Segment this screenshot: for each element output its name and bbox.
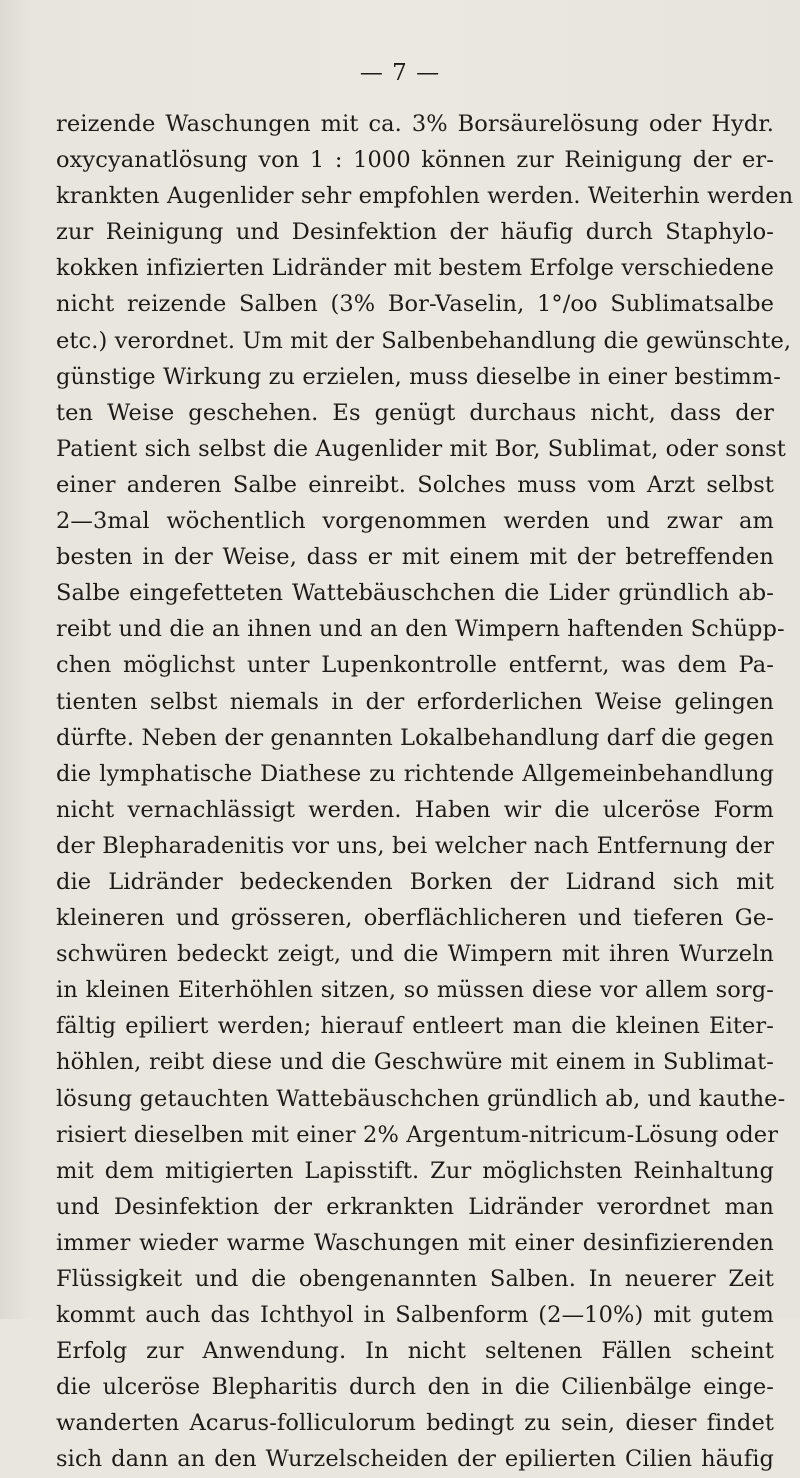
text-line: ten Weise geschehen. Es genügt durchaus nicht, dass der	[56, 399, 774, 426]
text-line: 2—3mal wöchentlich vorgenommen werden und zwar am	[56, 508, 774, 535]
text-line: die Lidränder bedeckenden Borken der Lidrand sich mit	[56, 868, 774, 895]
text-line: die lymphatische Diathese zu richtende Allgemeinbehandlung	[56, 760, 774, 787]
text-line: krankten Augenlider sehr empfohlen werden. Weiterhin werden	[56, 183, 794, 210]
text-line: oxycyanatlösung von 1 : 1000 können zur Reinigung der er-	[56, 147, 774, 174]
text-line: reizende Waschungen mit ca. 3% Borsäurelösung oder Hydr.	[56, 111, 774, 137]
text-line: besten in der Weise, dass er mit einem mit der betreffenden	[56, 544, 774, 571]
page-number: — 7 —	[359, 60, 441, 86]
text-line: in kleinen Eiterhöhlen sitzen, so müssen diese vor allem sorg-	[56, 977, 774, 1004]
body-text	[56, 106, 794, 1478]
text-line: und Desinfektion der erkrankten Lidränder verordnet man	[56, 1193, 774, 1220]
text-line: sich dann an den Wurzelscheiden der epilierten Cilien häufig	[56, 1446, 774, 1473]
text-line: zur Reinigung und Desinfektion der häufig durch Staphylo-	[56, 219, 774, 246]
text-line: günstige Wirkung zu erzielen, muss dieselbe in einer bestimm-	[56, 363, 781, 390]
text-line: nicht vernachlässigt werden. Haben wir die ulceröse Form	[56, 796, 774, 823]
text-line: kleineren und grösseren, oberflächlicheren und tieferen Ge-	[56, 905, 774, 932]
text-line: tienten selbst niemals in der erforderlichen Weise gelingen	[56, 688, 774, 715]
text-line: nicht reizende Salben (3% Bor-Vaselin, 1°/oo Sublimatsalbe	[56, 291, 774, 318]
text-line: risiert dieselben mit einer 2% Argentum-nitricum-Lösung oder	[56, 1121, 779, 1148]
text-line: reibt und die an ihnen und an den Wimpern haftenden Schüpp-	[56, 616, 785, 643]
text-line: Salbe eingefetteten Wattebäuschchen die Lider gründlich ab-	[56, 580, 774, 607]
text-line: schwüren bedeckt zeigt, und die Wimpern mit ihren Wurzeln	[56, 941, 774, 968]
text-line: mit dem mitigierten Lapisstift. Zur möglichsten Reinhaltung	[56, 1157, 774, 1184]
text-line: wanderten Acarus-folliculorum bedingt zu sein, dieser findet	[56, 1410, 774, 1437]
text-line: etc.) verordnet. Um mit der Salbenbehandlung die gewünschte,	[56, 327, 792, 354]
text-line: die ulceröse Blepharitis durch den in die Cilienbälge einge-	[56, 1374, 774, 1401]
text-line: Flüssigkeit und die obengenannten Salben. In neuerer Zeit	[56, 1266, 774, 1292]
text-line: Erfolg zur Anwendung. In nicht seltenen Fällen scheint	[56, 1338, 774, 1365]
text-line: einer anderen Salbe einreibt. Solches muss vom Arzt selbst	[56, 471, 774, 498]
text-line: der Blepharadenitis vor uns, bei welcher nach Entfernung der	[56, 832, 774, 859]
text-line: Patient sich selbst die Augenlider mit Bor, Sublimat, oder sonst	[56, 435, 786, 462]
text-line: dürfte. Neben der genannten Lokalbehandlung darf die gegen	[56, 724, 775, 751]
text-line: kommt auch das Ichthyol in Salbenform (2—10%) mit gutem	[56, 1302, 774, 1329]
text-line: immer wieder warme Waschungen mit einer desinfizierenden	[56, 1229, 774, 1256]
text-line: fältig epiliert werden; hierauf entleert man die kleinen Eiter-	[56, 1013, 774, 1040]
text-line: kokken infizierten Lidränder mit bestem Erfolge verschiedene	[56, 255, 774, 282]
text-line: chen möglichst unter Lupenkontrolle entfernt, was dem Pa-	[56, 652, 774, 679]
text-line: lösung getauchten Wattebäuschchen gründlich ab, und kauthe-	[56, 1085, 786, 1112]
text-line: höhlen, reibt diese und die Geschwüre mit einem in Sublimat-	[56, 1049, 774, 1076]
